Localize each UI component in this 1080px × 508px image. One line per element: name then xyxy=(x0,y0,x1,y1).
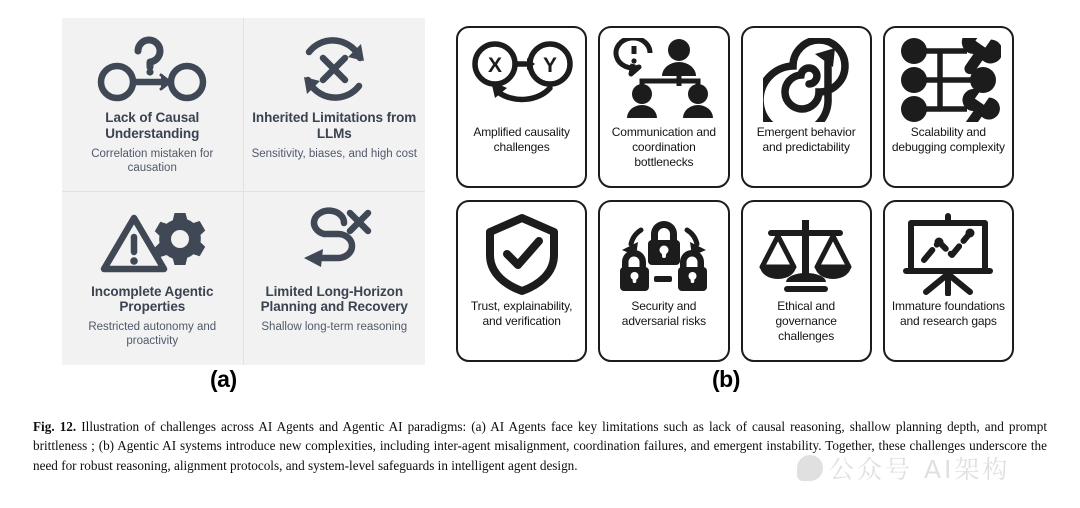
panel-a-cell-lack-of-causal-understanding xyxy=(62,18,244,192)
panel-b-letter: (b) xyxy=(712,366,740,392)
panel-b-card-label: Communication and coordination bottlenecks xyxy=(611,125,716,170)
panel-b-card-emergent-behavior xyxy=(741,26,872,188)
panel-b-card-immature-foundations xyxy=(883,200,1014,362)
shield-check-icon xyxy=(482,211,562,297)
winding-path-cross-arrow-icon xyxy=(288,204,380,282)
panel-a-letter: (a) xyxy=(210,366,237,392)
panel-b-card-amplified-causality xyxy=(456,26,587,188)
panel-a-cell-subtitle: Restricted autonomy and proactivity xyxy=(88,321,217,348)
panel-b-card-label: Security and adversarial risks xyxy=(621,299,706,329)
panel-b-agentic-ai-challenges xyxy=(456,26,1014,362)
padlocks-cycle-icon xyxy=(610,211,718,297)
org-chart-alert-people-icon xyxy=(612,37,716,123)
panel-a-cell-subtitle: Sensitivity, biases, and high cost xyxy=(251,147,417,160)
panel-a-grid xyxy=(62,18,425,365)
panel-b-card-scalability-debugging xyxy=(883,26,1014,188)
x-to-y-feedback-loop-icon xyxy=(467,37,577,123)
panel-a-cell-subtitle: Shallow long-term reasoning xyxy=(261,321,408,334)
presentation-chart-easel-icon xyxy=(898,211,998,297)
svg-text:X: X xyxy=(487,54,502,77)
panel-a-cell-title: Inherited Limitations from LLMs xyxy=(252,110,417,141)
panel-b-card-trust-explainability xyxy=(456,200,587,362)
svg-text:Y: Y xyxy=(542,54,557,77)
panel-b-card-label: Immature foundations and research gaps xyxy=(891,299,1005,329)
panel-a-cell-incomplete-agentic-properties xyxy=(62,192,244,366)
panel-a-cell-subtitle: Correlation mistaken for causation xyxy=(91,147,214,174)
figure-caption-text: Illustration of challenges across AI Agents and Agentic AI paradigms: (a) AI Agents face key limitations such as lack of causal reasoning, shallow planning depth, and prompt brittleness ; (b) Agentic AI systems introduce new complexities, including inter-agent misalignment, coordination failures, and emergent instability. Together, these challenges underscore the need for robust reasoning, alignment protocols, and system-level safeguards in intelligent agent design. xyxy=(33,419,1047,473)
panel-b-card-label: Scalability and debugging complexity xyxy=(891,125,1005,155)
circular-arrows-cross-icon xyxy=(292,30,376,108)
balance-scales-icon xyxy=(756,211,856,297)
panel-a-cell-limited-long-horizon-planning xyxy=(244,192,426,366)
panel-b-card-communication-bottlenecks xyxy=(598,26,729,188)
panel-a-cell-title: Incomplete Agentic Properties xyxy=(91,283,214,315)
watermark-text: 公众号 AI架构 xyxy=(829,455,1011,484)
causal-link-question-icon xyxy=(94,30,210,108)
panel-b-card-label: Emergent behavior and predictability xyxy=(756,125,856,155)
panel-a-cell-inherited-limitations-from-llms xyxy=(244,18,426,192)
panel-a-ai-agents-challenges xyxy=(62,18,425,365)
panel-b-card-ethical-governance xyxy=(741,200,872,362)
figure-caption xyxy=(33,417,1047,475)
network-nodes-wrench-icon xyxy=(895,37,1001,123)
panel-b-card-security-adversarial-risks xyxy=(598,200,729,362)
figure-caption-label: Fig. 12. xyxy=(33,419,77,434)
panel-b-card-label: Ethical and governance challenges xyxy=(775,299,837,344)
panel-a-cell-title: Limited Long-Horizon Planning and Recovery xyxy=(260,283,408,315)
panel-b-card-label: Trust, explainability, and verification xyxy=(470,299,573,329)
panel-b-card-label: Amplified causality challenges xyxy=(473,125,570,155)
warning-triangle-gear-icon xyxy=(96,204,208,282)
panel-a-cell-title: Lack of Causal Understanding xyxy=(105,110,200,141)
spiral-arrow-icon xyxy=(763,37,849,123)
